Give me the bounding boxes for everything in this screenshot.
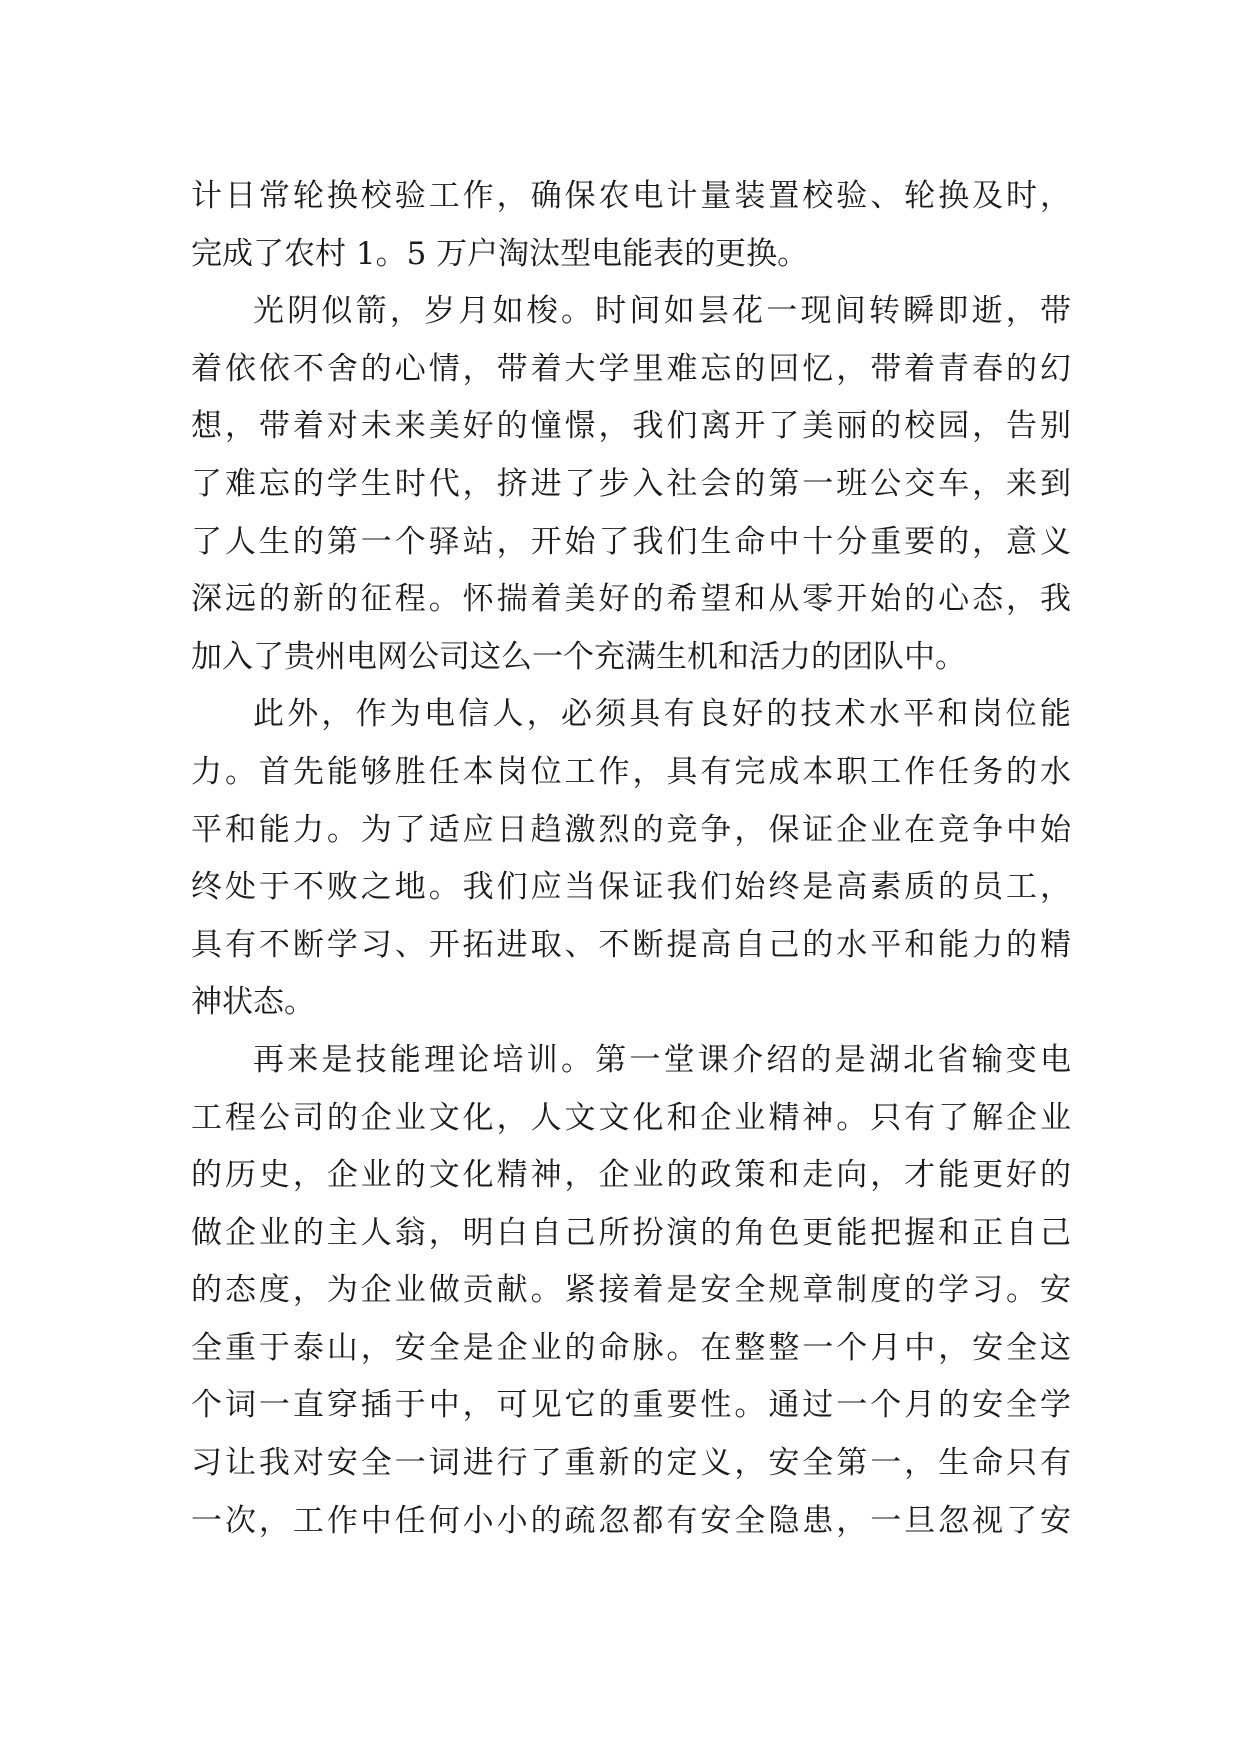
paragraph-first-line: 光阴似箭，岁月如梭。时间如昙花一现间转瞬即逝，带: [253, 293, 1071, 330]
text-line: 平和能力。为了适应日趋激烈的竞争，保证企业在竞争中始: [191, 811, 1071, 848]
text-line: 了人生的第一个驿站，开始了我们生命中十分重要的，意义: [191, 523, 1071, 560]
text-line: 一次，工作中任何小小的疏忽都有安全隐患，一旦忽视了安: [191, 1502, 1071, 1539]
text-line: 终处于不败之地。我们应当保证我们始终是高素质的员工，: [191, 869, 1071, 906]
text-line: 神状态。: [191, 984, 315, 1021]
text-line: 深远的新的征程。怀揣着美好的希望和从零开始的心态，我: [191, 581, 1071, 618]
text-line: 个词一直穿插于中，可见它的重要性。通过一个月的安全学: [191, 1387, 1071, 1424]
text-line: 了难忘的学生时代，挤进了步入社会的第一班公交车，来到: [191, 465, 1071, 502]
text-line: 全重于泰山，安全是企业的命脉。在整整一个月中，安全这: [191, 1329, 1071, 1366]
text-line: 具有不断学习、开拓进取、不断提高自己的水平和能力的精: [191, 926, 1071, 963]
text-line: 工程公司的企业文化，人文文化和企业精神。只有了解企业: [191, 1099, 1071, 1136]
text-line: 完成了农村 1。5 万户淘汰型电能表的更换。: [191, 235, 809, 272]
text-line: 计日常轮换校验工作，确保农电计量装置校验、轮换及时，: [191, 178, 1071, 214]
text-line: 的历史，企业的文化精神，企业的政策和走向，才能更好的: [191, 1157, 1071, 1194]
paragraph-first-line: 此外，作为电信人，必须具有良好的技术水平和岗位能: [253, 696, 1071, 733]
text-line: 力。首先能够胜任本岗位工作，具有完成本职工作任务的水: [191, 753, 1071, 790]
text-line: 着依依不舍的心情，带着大学里难忘的回忆，带着青春的幻: [191, 350, 1071, 387]
text-line: 习让我对安全一词进行了重新的定义，安全第一，生命只有: [191, 1445, 1071, 1482]
text-line: 的态度，为企业做贡献。紧接着是安全规章制度的学习。安: [191, 1272, 1071, 1309]
text-line: 做企业的主人翁，明白自己所扮演的角色更能把握和正自己: [191, 1214, 1071, 1251]
text-line: 想，带着对未来美好的憧憬，我们离开了美丽的校园，告别: [191, 408, 1071, 445]
paragraph-first-line: 再来是技能理论培训。第一堂课介绍的是湖北省输变电: [253, 1041, 1071, 1078]
text-line: 加入了贵州电网公司这么一个充满生机和活力的团队中。: [191, 638, 966, 675]
document-body: [191, 168, 1071, 1550]
